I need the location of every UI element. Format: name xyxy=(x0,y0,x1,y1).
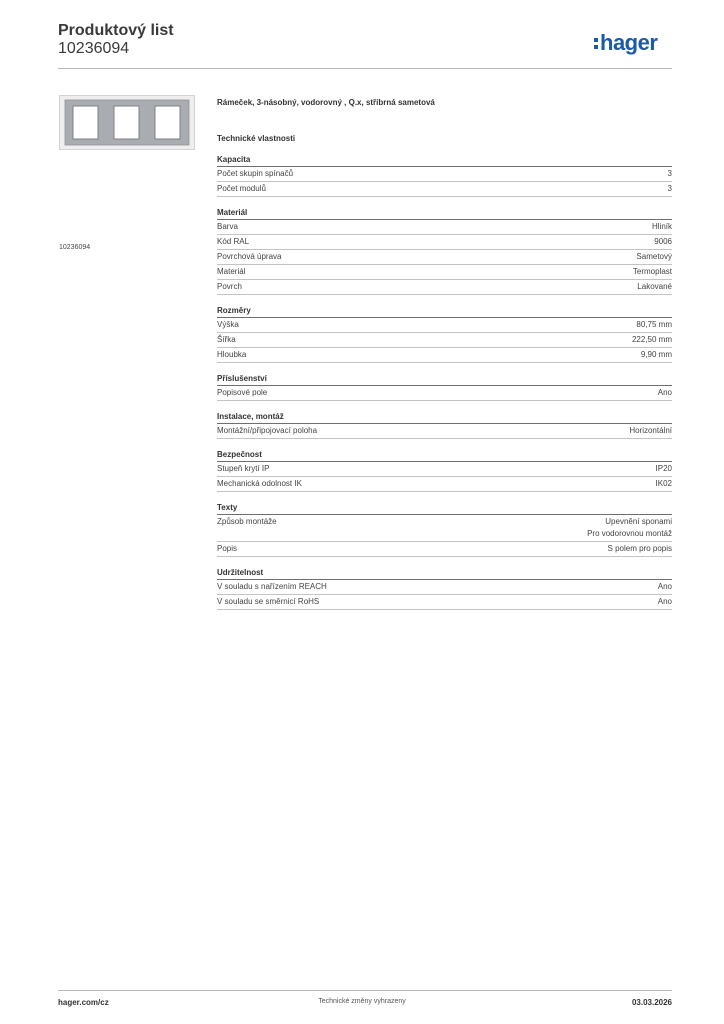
property-value-line: Hliník xyxy=(651,222,672,231)
property-section xyxy=(217,372,672,401)
property-value xyxy=(641,349,672,361)
property-value xyxy=(668,183,672,195)
property-row xyxy=(217,182,672,197)
property-value-line: Ano xyxy=(657,388,672,397)
property-row xyxy=(217,595,672,610)
footer-date: 03.03.2026 xyxy=(631,998,672,1007)
property-value xyxy=(658,596,672,608)
section-title: Bezpečnost xyxy=(217,448,672,462)
property-row xyxy=(217,333,672,348)
property-row xyxy=(217,220,672,235)
section-title: Texty xyxy=(217,501,672,515)
property-row xyxy=(217,462,672,477)
property-row xyxy=(217,250,672,265)
property-value xyxy=(636,251,672,263)
image-caption: 10236094 xyxy=(59,244,91,251)
property-label: Šířka xyxy=(217,335,236,344)
property-value xyxy=(608,543,672,555)
property-value-line: 80,75 mm xyxy=(636,320,672,329)
property-section xyxy=(217,153,672,197)
logo-dot-top xyxy=(594,38,598,42)
property-row xyxy=(217,265,672,280)
property-value-line: Ano xyxy=(657,582,672,591)
property-label: Stupeň krytí IP xyxy=(217,464,270,473)
property-value-line: IK02 xyxy=(655,479,672,488)
frame-illustration xyxy=(60,96,194,149)
hager-logo xyxy=(593,31,677,57)
product-number: 10236094 xyxy=(58,40,130,57)
property-label: Popisové pole xyxy=(217,388,268,397)
property-value-line: 9006 xyxy=(654,237,672,246)
property-value xyxy=(652,221,672,233)
property-label: Počet modulů xyxy=(217,184,266,193)
property-value-line: Lakované xyxy=(637,282,672,291)
property-section xyxy=(217,566,672,610)
property-value-line: Horizontální xyxy=(629,426,672,435)
property-value-line: Termoplast xyxy=(632,267,672,276)
property-label: Počet skupin spínačů xyxy=(217,169,294,178)
property-value-line: Sametový xyxy=(636,252,672,261)
property-row xyxy=(217,515,672,542)
footer-website: hager.com/cz xyxy=(58,998,109,1007)
property-section xyxy=(217,206,672,295)
property-section xyxy=(217,501,672,557)
property-value-line: S polem pro popis xyxy=(607,544,672,553)
property-row xyxy=(217,424,672,439)
property-section xyxy=(217,448,672,492)
property-label: V souladu se směrnicí RoHS xyxy=(217,597,320,606)
footer-note: Technické změny vyhrazeny xyxy=(318,998,406,1005)
property-value-line: 3 xyxy=(667,184,672,193)
property-value xyxy=(637,281,672,293)
property-label: V souladu s nařízením REACH xyxy=(217,582,327,591)
property-label: Povrchová úprava xyxy=(217,252,282,261)
property-value xyxy=(654,236,672,248)
footer-divider xyxy=(58,990,672,991)
property-value xyxy=(633,266,672,278)
header-divider xyxy=(58,68,672,69)
property-label: Materiál xyxy=(217,267,246,276)
section-title: Udržitelnost xyxy=(217,566,672,580)
property-row xyxy=(217,167,672,182)
product-name: Rámeček, 3-násobný, vodorovný , Q.x, stříbrná sametová xyxy=(217,98,435,107)
property-value-line: Pro vodorovnou montáž xyxy=(587,529,672,538)
property-row xyxy=(217,348,672,363)
section-title: Instalace, montáž xyxy=(217,410,672,424)
product-image xyxy=(59,95,195,150)
property-value xyxy=(629,425,672,437)
property-value-line: Upevnění sponami xyxy=(605,517,672,526)
property-section xyxy=(217,304,672,363)
property-value-line: 3 xyxy=(667,169,672,178)
property-section xyxy=(217,410,672,439)
property-label: Montážní/připojovací poloha xyxy=(217,426,318,435)
property-row xyxy=(217,280,672,295)
property-row xyxy=(217,386,672,401)
section-title: Rozměry xyxy=(217,304,672,318)
property-value-line: Ano xyxy=(657,597,672,606)
property-row xyxy=(217,318,672,333)
property-value xyxy=(656,478,672,490)
property-value xyxy=(587,516,672,540)
property-row xyxy=(217,235,672,250)
property-row xyxy=(217,542,672,557)
property-value xyxy=(636,319,672,331)
property-value xyxy=(658,581,672,593)
product-content xyxy=(217,95,672,619)
section-title: Kapacita xyxy=(217,153,672,167)
property-value xyxy=(656,463,672,475)
property-label: Způsob montáže xyxy=(217,517,277,526)
page-title: Produktový list xyxy=(58,22,174,39)
property-label: Povrch xyxy=(217,282,242,291)
property-row xyxy=(217,580,672,595)
property-label: Hloubka xyxy=(217,350,247,359)
property-value xyxy=(632,334,672,346)
property-label: Mechanická odolnost IK xyxy=(217,479,302,488)
property-value-line: 9,90 mm xyxy=(640,350,672,359)
property-row xyxy=(217,477,672,492)
section-title: Příslušenství xyxy=(217,372,672,386)
property-value xyxy=(658,387,672,399)
property-label: Kód RAL xyxy=(217,237,250,246)
property-value xyxy=(668,168,672,180)
property-label: Popis xyxy=(217,544,238,553)
tech-properties-title: Technické vlastnosti xyxy=(217,134,296,143)
logo-dot-bottom xyxy=(594,45,598,49)
property-label: Barva xyxy=(217,222,238,231)
properties-sections xyxy=(217,153,672,610)
property-value-line: IP20 xyxy=(655,464,672,473)
property-value-line: 222,50 mm xyxy=(631,335,672,344)
section-title: Materiál xyxy=(217,206,672,220)
property-label: Výška xyxy=(217,320,239,329)
logo-text: hager xyxy=(600,31,658,55)
